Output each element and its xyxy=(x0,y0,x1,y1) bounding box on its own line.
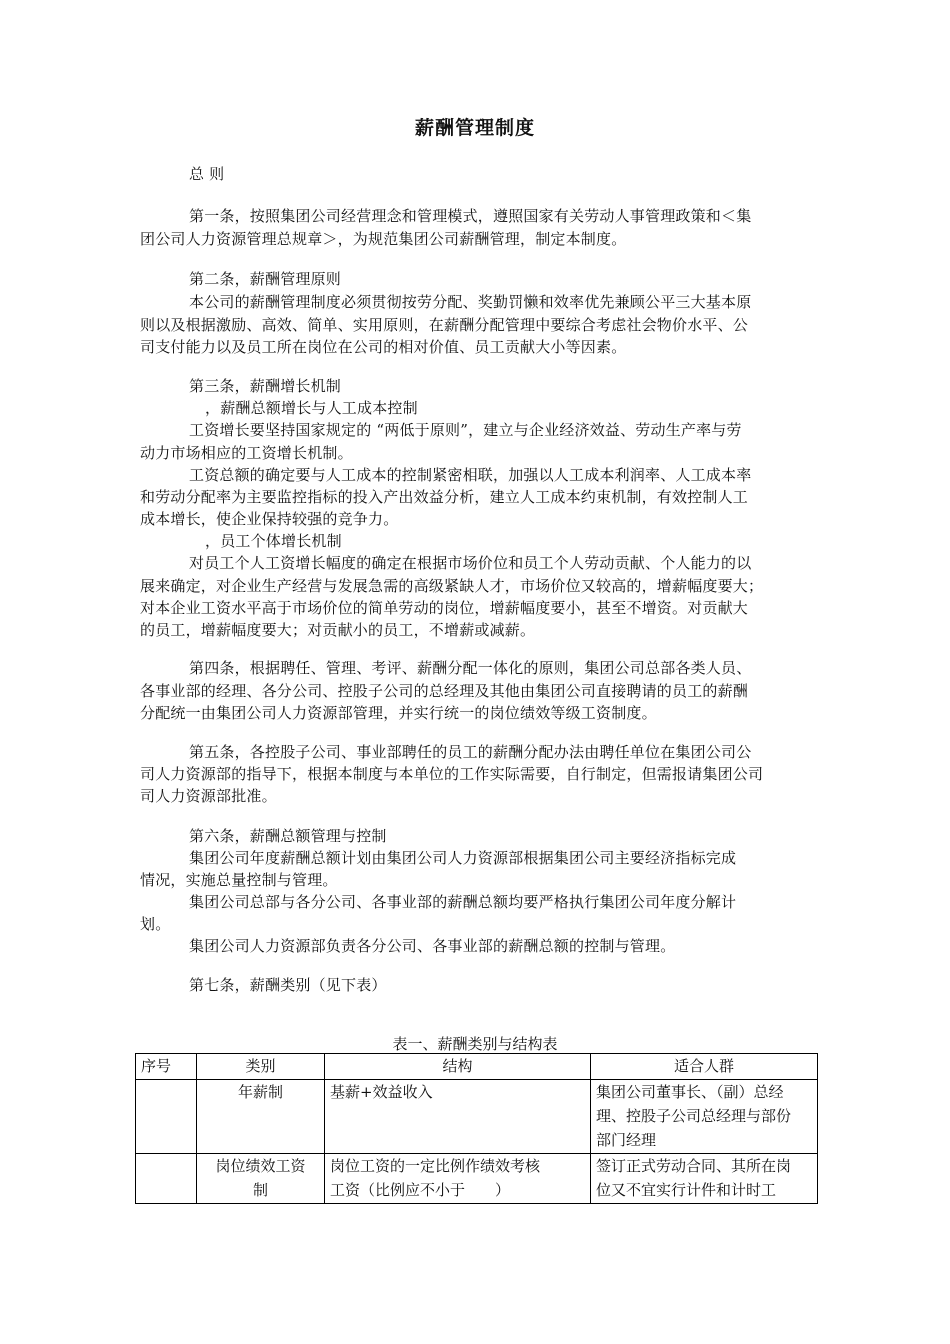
row-1-target-line-1: 集团公司董事长、（副）总经 xyxy=(596,1083,784,1101)
table-row xyxy=(136,1080,818,1154)
article-6-line-1: 集团公司年度薪酬总额计划由集团公司人力资源部根据集团公司主要经济指标完成 xyxy=(189,849,737,867)
article-4-line-3: 分配统一由集团公司人力资源部管理，并实行统一的岗位绩效等级工资制度。 xyxy=(140,704,657,722)
table-caption: 表一、薪酬类别与结构表 xyxy=(392,1035,558,1053)
section-heading-general: 总 则 xyxy=(189,165,225,183)
row-1-target-line-3: 部门经理 xyxy=(596,1131,657,1149)
row-1-no xyxy=(136,1080,197,1154)
article-3-line-6: 对员工个人工资增长幅度的确定在根据市场价位和员工个人劳动贡献、个人能力的以 xyxy=(189,554,752,572)
article-2-heading: 第二条，薪酬管理原则 xyxy=(189,270,342,288)
table-header-row xyxy=(136,1054,818,1080)
article-3-line-4: 和劳动分配率为主要监控指标的投入产出效益分析，建立人工成本约束机制，有效控制人工 xyxy=(140,488,749,506)
article-2-line-2: 则以及根据激励、高效、简单、实用原则，在薪酬分配管理中要综合考虑社会物价水平、公 xyxy=(140,316,749,334)
article-3-line-7: 展来确定，对企业生产经营与发展急需的高级紧缺人才，市场价位又较高的，增薪幅度要大； xyxy=(140,577,764,595)
article-3-line-2: 动力市场相应的工资增长机制。 xyxy=(140,444,353,462)
article-3-line-3: 工资总额的确定要与人工成本的控制紧密相联，加强以人工成本利润率、人工成本率 xyxy=(189,466,752,484)
article-6-line-2: 情况，实施总量控制与管理。 xyxy=(140,871,338,889)
row-2-category-line-1: 岗位绩效工资 xyxy=(215,1157,306,1175)
article-6-heading: 第六条，薪酬总额管理与控制 xyxy=(189,827,387,845)
article-2-line-1: 本公司的薪酬管理制度必须贯彻按劳分配、奖勤罚懒和效率优先兼顾公平三大基本原 xyxy=(189,293,752,311)
row-1-category: 年薪制 xyxy=(197,1080,325,1154)
header-category: 类别 xyxy=(197,1054,325,1080)
article-3-line-9: 的员工，增薪幅度要大；对贡献小的员工，不增薪或减薪。 xyxy=(140,621,536,639)
row-2-structure-line-2: 工资（比例应不小于 ） xyxy=(330,1181,511,1199)
article-3-sub-2: ，员工个体增长机制 xyxy=(205,532,342,550)
row-2-structure-line-1: 岗位工资的一定比例作绩效考核 xyxy=(330,1157,541,1175)
article-4-line-2: 各事业部的经理、各分公司、控股子公司的总经理及其他由集团公司直接聘请的员工的薪酬 xyxy=(140,682,749,700)
article-5-line-3: 司人力资源部批准。 xyxy=(140,787,277,805)
article-3-line-1: 工资增长要坚持国家规定的 “两低于原则”，建立与企业经济效益、劳动生产率与劳 xyxy=(189,421,742,439)
article-3-line-8: 对本企业工资水平高于市场价位的简单劳动的岗位，增薪幅度要小，甚至不增资。对贡献大 xyxy=(140,599,749,617)
row-2-category xyxy=(197,1154,325,1204)
article-3-sub-1: ，薪酬总额增长与人工成本控制 xyxy=(205,399,418,417)
row-2-target xyxy=(591,1154,818,1204)
row-1-structure: 基薪+效益收入 xyxy=(325,1080,591,1154)
row-1-target-line-2: 理、控股子公司总经理与部份 xyxy=(596,1107,792,1125)
article-6-line-4: 划。 xyxy=(140,915,171,933)
article-5-line-2: 司人力资源部的指导下，根据本制度与本单位的工作实际需要，自行制定，但需报请集团公司 xyxy=(140,765,764,783)
article-4-line-1: 第四条，根据聘任、管理、考评、薪酬分配一体化的原则，集团公司总部各类人员、 xyxy=(189,659,752,677)
row-2-target-line-2: 位又不宜实行计件和计时工 xyxy=(596,1181,777,1199)
document-title: 薪酬管理制度 xyxy=(414,117,535,139)
row-2-structure xyxy=(325,1154,591,1204)
article-3-line-5: 成本增长，使企业保持较强的竞争力。 xyxy=(140,510,399,528)
article-3-heading: 第三条，薪酬增长机制 xyxy=(189,377,342,395)
header-no: 序号 xyxy=(136,1054,197,1080)
article-5-line-1: 第五条，各控股子公司、事业部聘任的员工的薪酬分配办法由聘任单位在集团公司公 xyxy=(189,743,752,761)
table-row xyxy=(136,1154,818,1204)
header-structure: 结构 xyxy=(325,1054,591,1080)
header-target: 适合人群 xyxy=(591,1054,818,1080)
row-1-target xyxy=(591,1080,818,1154)
article-1-line-2: 团公司人力资源管理总规章＞，为规范集团公司薪酬管理，制定本制度。 xyxy=(140,230,627,248)
article-1-line-1: 第一条，按照集团公司经营理念和管理模式，遵照国家有关劳动人事管理政策和＜集 xyxy=(189,207,752,225)
row-2-no xyxy=(136,1154,197,1204)
salary-category-table xyxy=(135,1053,818,1204)
row-2-category-line-2: 制 xyxy=(252,1181,268,1199)
article-2-line-3: 司支付能力以及员工所在岗位在公司的相对价值、员工贡献大小等因素。 xyxy=(140,338,627,356)
article-6-line-5: 集团公司人力资源部负责各分公司、各事业部的薪酬总额的控制与管理。 xyxy=(189,937,676,955)
article-6-line-3: 集团公司总部与各分公司、各事业部的薪酬总额均要严格执行集团公司年度分解计 xyxy=(189,893,737,911)
row-2-target-line-1: 签订正式劳动合同、其所在岗 xyxy=(596,1157,792,1175)
article-7-heading: 第七条，薪酬类别（见下表） xyxy=(189,976,387,994)
